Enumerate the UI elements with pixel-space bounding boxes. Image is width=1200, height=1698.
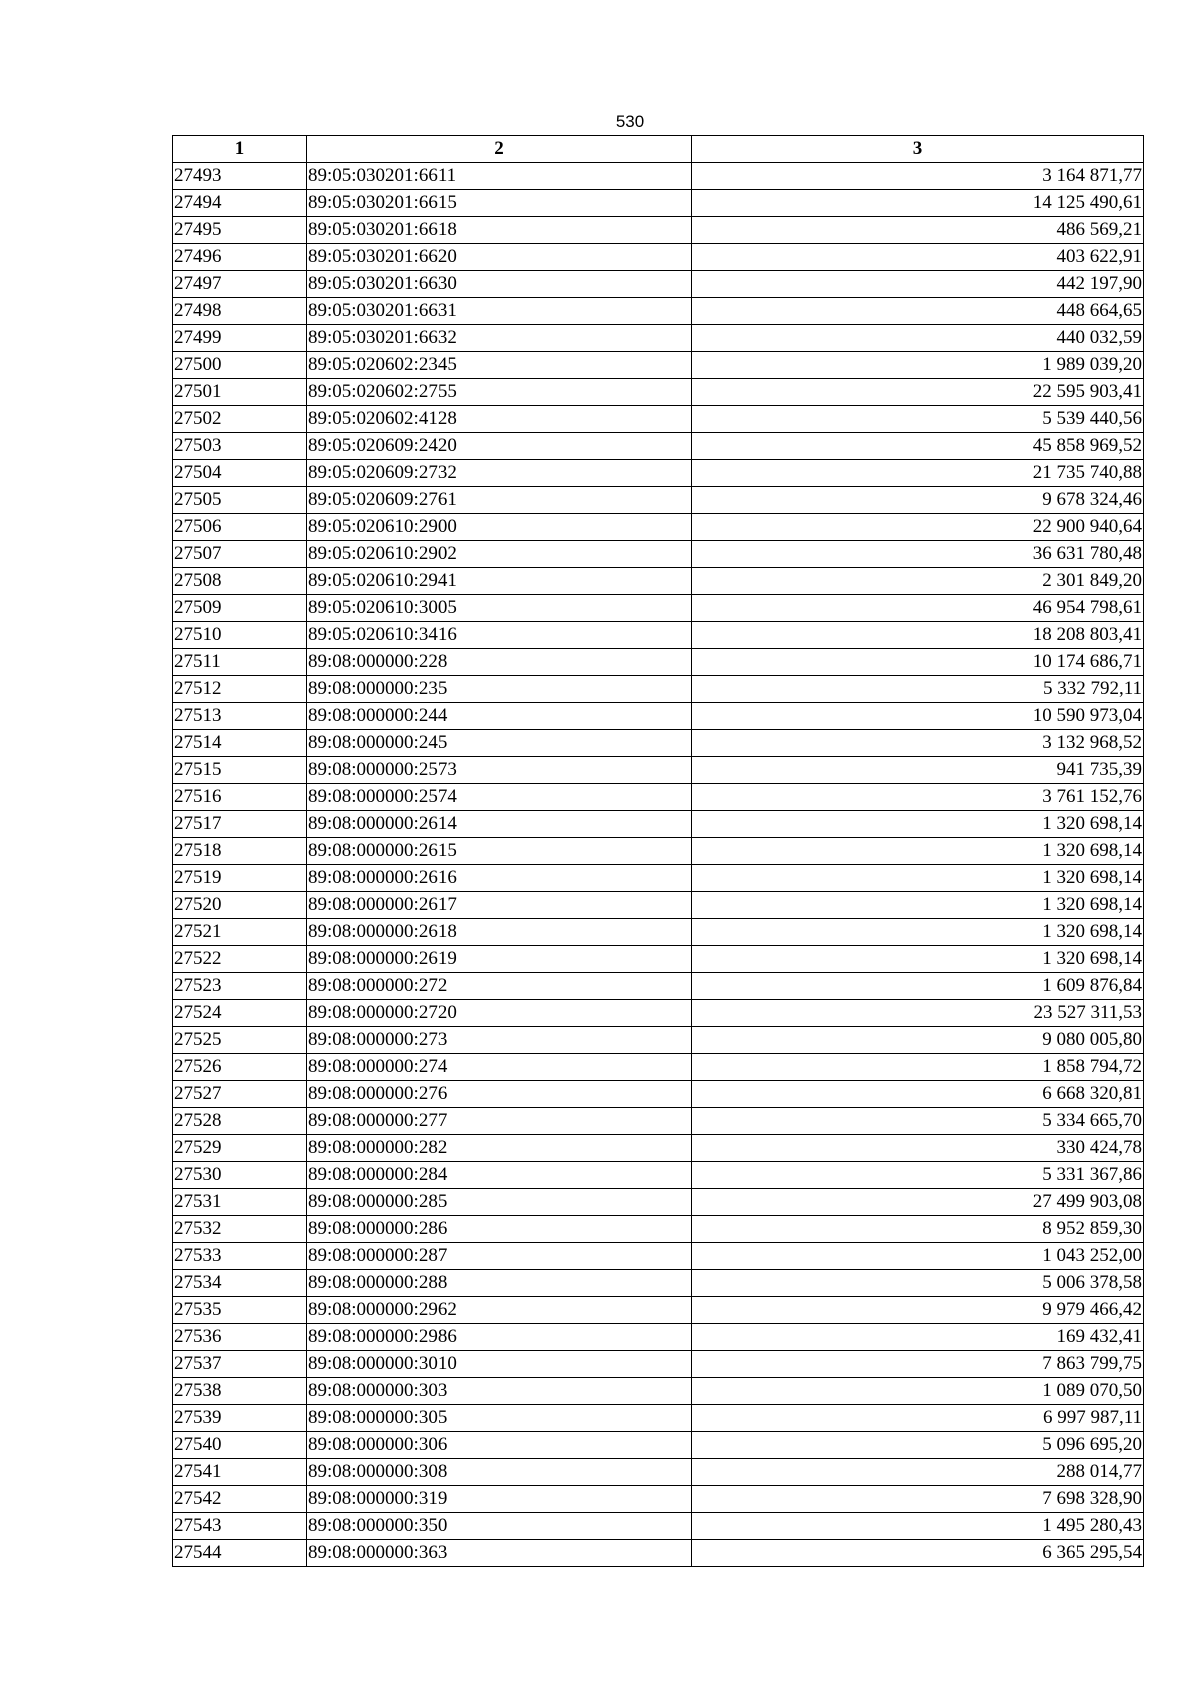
cadastral-number-cell: 89:05:020610:2900 bbox=[307, 514, 692, 541]
row-number-cell: 27511 bbox=[173, 649, 307, 676]
cadastral-number-cell: 89:05:030201:6631 bbox=[307, 298, 692, 325]
cadastral-number-cell: 89:05:030201:6611 bbox=[307, 163, 692, 190]
row-number-cell: 27507 bbox=[173, 541, 307, 568]
value-cell: 27 499 903,08 bbox=[692, 1189, 1144, 1216]
table-body bbox=[173, 163, 1144, 1567]
row-number-cell: 27528 bbox=[173, 1108, 307, 1135]
row-number-cell: 27500 bbox=[173, 352, 307, 379]
row-number-cell: 27523 bbox=[173, 973, 307, 1000]
value-cell: 1 609 876,84 bbox=[692, 973, 1144, 1000]
table-row bbox=[173, 190, 1144, 217]
cadastral-number-cell: 89:08:000000:276 bbox=[307, 1081, 692, 1108]
value-cell: 403 622,91 bbox=[692, 244, 1144, 271]
row-number-cell: 27510 bbox=[173, 622, 307, 649]
table-row bbox=[173, 1027, 1144, 1054]
row-number-cell: 27538 bbox=[173, 1378, 307, 1405]
cadastral-number-cell: 89:05:020610:3416 bbox=[307, 622, 692, 649]
table-row bbox=[173, 1486, 1144, 1513]
cadastral-number-cell: 89:08:000000:244 bbox=[307, 703, 692, 730]
table-row bbox=[173, 1378, 1144, 1405]
table-row bbox=[173, 541, 1144, 568]
table-row bbox=[173, 1459, 1144, 1486]
cadastral-number-cell: 89:08:000000:287 bbox=[307, 1243, 692, 1270]
cadastral-number-cell: 89:08:000000:228 bbox=[307, 649, 692, 676]
value-cell: 6 365 295,54 bbox=[692, 1540, 1144, 1567]
value-cell: 5 006 378,58 bbox=[692, 1270, 1144, 1297]
row-number-cell: 27495 bbox=[173, 217, 307, 244]
value-cell: 2 301 849,20 bbox=[692, 568, 1144, 595]
value-cell: 8 952 859,30 bbox=[692, 1216, 1144, 1243]
cadastral-number-cell: 89:05:020609:2420 bbox=[307, 433, 692, 460]
header-row bbox=[173, 136, 1144, 163]
page-number: 530 bbox=[615, 112, 645, 131]
table-row bbox=[173, 1000, 1144, 1027]
value-cell: 1 858 794,72 bbox=[692, 1054, 1144, 1081]
table-row bbox=[173, 460, 1144, 487]
cadastral-number-cell: 89:05:030201:6620 bbox=[307, 244, 692, 271]
table-row bbox=[173, 973, 1144, 1000]
cadastral-number-cell: 89:05:020609:2761 bbox=[307, 487, 692, 514]
value-cell: 3 164 871,77 bbox=[692, 163, 1144, 190]
row-number-cell: 27493 bbox=[173, 163, 307, 190]
table-row bbox=[173, 379, 1144, 406]
cadastral-number-cell: 89:08:000000:282 bbox=[307, 1135, 692, 1162]
table-row bbox=[173, 271, 1144, 298]
value-cell: 330 424,78 bbox=[692, 1135, 1144, 1162]
table-row bbox=[173, 730, 1144, 757]
value-cell: 1 495 280,43 bbox=[692, 1513, 1144, 1540]
table-row bbox=[173, 217, 1144, 244]
value-cell: 3 132 968,52 bbox=[692, 730, 1144, 757]
table-row bbox=[173, 1243, 1144, 1270]
table-row bbox=[173, 1081, 1144, 1108]
table-row bbox=[173, 433, 1144, 460]
value-cell: 1 320 698,14 bbox=[692, 838, 1144, 865]
cadastral-number-cell: 89:08:000000:350 bbox=[307, 1513, 692, 1540]
cadastral-number-cell: 89:05:030201:6630 bbox=[307, 271, 692, 298]
cadastral-number-cell: 89:05:020602:2345 bbox=[307, 352, 692, 379]
value-cell: 7 863 799,75 bbox=[692, 1351, 1144, 1378]
value-cell: 448 664,65 bbox=[692, 298, 1144, 325]
row-number-cell: 27512 bbox=[173, 676, 307, 703]
table-row bbox=[173, 757, 1144, 784]
row-number-cell: 27521 bbox=[173, 919, 307, 946]
cadastral-number-cell: 89:08:000000:308 bbox=[307, 1459, 692, 1486]
value-cell: 21 735 740,88 bbox=[692, 460, 1144, 487]
table-row bbox=[173, 244, 1144, 271]
row-number-cell: 27502 bbox=[173, 406, 307, 433]
table-row bbox=[173, 1540, 1144, 1567]
value-cell: 3 761 152,76 bbox=[692, 784, 1144, 811]
cadastral-number-cell: 89:08:000000:2614 bbox=[307, 811, 692, 838]
value-cell: 288 014,77 bbox=[692, 1459, 1144, 1486]
value-cell: 5 331 367,86 bbox=[692, 1162, 1144, 1189]
table-row bbox=[173, 1135, 1144, 1162]
row-number-cell: 27535 bbox=[173, 1297, 307, 1324]
table-row bbox=[173, 325, 1144, 352]
column-header-2: 2 bbox=[307, 136, 692, 163]
table-row bbox=[173, 1513, 1144, 1540]
cadastral-number-cell: 89:08:000000:303 bbox=[307, 1378, 692, 1405]
table-row bbox=[173, 811, 1144, 838]
table-row bbox=[173, 595, 1144, 622]
value-cell: 7 698 328,90 bbox=[692, 1486, 1144, 1513]
table-row bbox=[173, 865, 1144, 892]
value-cell: 46 954 798,61 bbox=[692, 595, 1144, 622]
cadastral-number-cell: 89:08:000000:363 bbox=[307, 1540, 692, 1567]
row-number-cell: 27524 bbox=[173, 1000, 307, 1027]
row-number-cell: 27544 bbox=[173, 1540, 307, 1567]
row-number-cell: 27514 bbox=[173, 730, 307, 757]
row-number-cell: 27516 bbox=[173, 784, 307, 811]
value-cell: 5 332 792,11 bbox=[692, 676, 1144, 703]
cadastral-number-cell: 89:08:000000:277 bbox=[307, 1108, 692, 1135]
row-number-cell: 27496 bbox=[173, 244, 307, 271]
row-number-cell: 27526 bbox=[173, 1054, 307, 1081]
table-row bbox=[173, 649, 1144, 676]
cadastral-number-cell: 89:08:000000:3010 bbox=[307, 1351, 692, 1378]
table-row bbox=[173, 163, 1144, 190]
value-cell: 440 032,59 bbox=[692, 325, 1144, 352]
cadastral-number-cell: 89:08:000000:286 bbox=[307, 1216, 692, 1243]
cadastral-number-cell: 89:08:000000:284 bbox=[307, 1162, 692, 1189]
value-cell: 486 569,21 bbox=[692, 217, 1144, 244]
row-number-cell: 27505 bbox=[173, 487, 307, 514]
row-number-cell: 27532 bbox=[173, 1216, 307, 1243]
value-cell: 45 858 969,52 bbox=[692, 433, 1144, 460]
value-cell: 169 432,41 bbox=[692, 1324, 1144, 1351]
table-row bbox=[173, 1270, 1144, 1297]
table-row bbox=[173, 946, 1144, 973]
table-row bbox=[173, 1189, 1144, 1216]
cadastral-number-cell: 89:08:000000:2615 bbox=[307, 838, 692, 865]
table-row bbox=[173, 298, 1144, 325]
table-row bbox=[173, 622, 1144, 649]
value-cell: 5 539 440,56 bbox=[692, 406, 1144, 433]
row-number-cell: 27542 bbox=[173, 1486, 307, 1513]
value-cell: 14 125 490,61 bbox=[692, 190, 1144, 217]
value-cell: 18 208 803,41 bbox=[692, 622, 1144, 649]
row-number-cell: 27529 bbox=[173, 1135, 307, 1162]
value-cell: 1 043 252,00 bbox=[692, 1243, 1144, 1270]
table-row bbox=[173, 676, 1144, 703]
value-cell: 941 735,39 bbox=[692, 757, 1144, 784]
column-header-1: 1 bbox=[173, 136, 307, 163]
row-number-cell: 27520 bbox=[173, 892, 307, 919]
cadastral-number-cell: 89:08:000000:272 bbox=[307, 973, 692, 1000]
row-number-cell: 27506 bbox=[173, 514, 307, 541]
table-row bbox=[173, 1297, 1144, 1324]
table-row bbox=[173, 703, 1144, 730]
row-number-cell: 27499 bbox=[173, 325, 307, 352]
row-number-cell: 27503 bbox=[173, 433, 307, 460]
row-number-cell: 27534 bbox=[173, 1270, 307, 1297]
cadastral-number-cell: 89:05:020610:2941 bbox=[307, 568, 692, 595]
row-number-cell: 27541 bbox=[173, 1459, 307, 1486]
table-row bbox=[173, 1162, 1144, 1189]
value-cell: 6 997 987,11 bbox=[692, 1405, 1144, 1432]
cadastral-number-cell: 89:05:030201:6615 bbox=[307, 190, 692, 217]
cadastral-number-cell: 89:08:000000:2986 bbox=[307, 1324, 692, 1351]
value-cell: 10 174 686,71 bbox=[692, 649, 1144, 676]
table-row bbox=[173, 406, 1144, 433]
cadastral-number-cell: 89:08:000000:288 bbox=[307, 1270, 692, 1297]
cadastral-number-cell: 89:08:000000:235 bbox=[307, 676, 692, 703]
row-number-cell: 27497 bbox=[173, 271, 307, 298]
cadastral-number-cell: 89:08:000000:245 bbox=[307, 730, 692, 757]
table-row bbox=[173, 514, 1144, 541]
cadastral-number-cell: 89:08:000000:2619 bbox=[307, 946, 692, 973]
value-cell: 1 320 698,14 bbox=[692, 811, 1144, 838]
value-cell: 1 089 070,50 bbox=[692, 1378, 1144, 1405]
value-cell: 442 197,90 bbox=[692, 271, 1144, 298]
cadastral-number-cell: 89:05:020609:2732 bbox=[307, 460, 692, 487]
row-number-cell: 27522 bbox=[173, 946, 307, 973]
value-cell: 9 080 005,80 bbox=[692, 1027, 1144, 1054]
table-row bbox=[173, 1405, 1144, 1432]
value-cell: 5 096 695,20 bbox=[692, 1432, 1144, 1459]
cadastral-number-cell: 89:08:000000:2618 bbox=[307, 919, 692, 946]
table-row bbox=[173, 352, 1144, 379]
value-cell: 22 900 940,64 bbox=[692, 514, 1144, 541]
cadastral-number-cell: 89:08:000000:2617 bbox=[307, 892, 692, 919]
row-number-cell: 27533 bbox=[173, 1243, 307, 1270]
row-number-cell: 27513 bbox=[173, 703, 307, 730]
table-row bbox=[173, 784, 1144, 811]
cadastral-number-cell: 89:05:020602:2755 bbox=[307, 379, 692, 406]
row-number-cell: 27494 bbox=[173, 190, 307, 217]
cadastral-number-cell: 89:05:030201:6618 bbox=[307, 217, 692, 244]
cadastral-number-cell: 89:08:000000:2720 bbox=[307, 1000, 692, 1027]
value-cell: 23 527 311,53 bbox=[692, 1000, 1144, 1027]
cadastral-number-cell: 89:08:000000:2616 bbox=[307, 865, 692, 892]
value-cell: 1 320 698,14 bbox=[692, 892, 1144, 919]
row-number-cell: 27509 bbox=[173, 595, 307, 622]
value-cell: 1 320 698,14 bbox=[692, 865, 1144, 892]
table-row bbox=[173, 1432, 1144, 1459]
cadastral-number-cell: 89:08:000000:306 bbox=[307, 1432, 692, 1459]
value-cell: 1 989 039,20 bbox=[692, 352, 1144, 379]
row-number-cell: 27540 bbox=[173, 1432, 307, 1459]
value-cell: 10 590 973,04 bbox=[692, 703, 1144, 730]
cadastral-number-cell: 89:08:000000:2574 bbox=[307, 784, 692, 811]
row-number-cell: 27504 bbox=[173, 460, 307, 487]
cadastral-number-cell: 89:05:020610:3005 bbox=[307, 595, 692, 622]
table-row bbox=[173, 1324, 1144, 1351]
row-number-cell: 27527 bbox=[173, 1081, 307, 1108]
cadastral-number-cell: 89:08:000000:273 bbox=[307, 1027, 692, 1054]
value-cell: 1 320 698,14 bbox=[692, 946, 1144, 973]
row-number-cell: 27519 bbox=[173, 865, 307, 892]
row-number-cell: 27525 bbox=[173, 1027, 307, 1054]
table-row bbox=[173, 838, 1144, 865]
cadastral-value-table bbox=[172, 135, 1144, 1567]
cadastral-number-cell: 89:08:000000:305 bbox=[307, 1405, 692, 1432]
value-cell: 36 631 780,48 bbox=[692, 541, 1144, 568]
row-number-cell: 27498 bbox=[173, 298, 307, 325]
table-row bbox=[173, 919, 1144, 946]
table-row bbox=[173, 487, 1144, 514]
cadastral-number-cell: 89:08:000000:319 bbox=[307, 1486, 692, 1513]
table-row bbox=[173, 1351, 1144, 1378]
table-row bbox=[173, 892, 1144, 919]
row-number-cell: 27539 bbox=[173, 1405, 307, 1432]
table-row bbox=[173, 1216, 1144, 1243]
value-cell: 1 320 698,14 bbox=[692, 919, 1144, 946]
row-number-cell: 27515 bbox=[173, 757, 307, 784]
row-number-cell: 27501 bbox=[173, 379, 307, 406]
cadastral-number-cell: 89:08:000000:274 bbox=[307, 1054, 692, 1081]
value-cell: 9 979 466,42 bbox=[692, 1297, 1144, 1324]
row-number-cell: 27530 bbox=[173, 1162, 307, 1189]
value-cell: 9 678 324,46 bbox=[692, 487, 1144, 514]
table-header bbox=[173, 136, 1144, 163]
row-number-cell: 27508 bbox=[173, 568, 307, 595]
cadastral-number-cell: 89:08:000000:2573 bbox=[307, 757, 692, 784]
row-number-cell: 27543 bbox=[173, 1513, 307, 1540]
row-number-cell: 27518 bbox=[173, 838, 307, 865]
table-row bbox=[173, 1108, 1144, 1135]
row-number-cell: 27536 bbox=[173, 1324, 307, 1351]
row-number-cell: 27531 bbox=[173, 1189, 307, 1216]
table-row bbox=[173, 1054, 1144, 1081]
cadastral-number-cell: 89:05:030201:6632 bbox=[307, 325, 692, 352]
value-cell: 22 595 903,41 bbox=[692, 379, 1144, 406]
table-row bbox=[173, 568, 1144, 595]
row-number-cell: 27517 bbox=[173, 811, 307, 838]
column-header-3: 3 bbox=[692, 136, 1144, 163]
value-cell: 6 668 320,81 bbox=[692, 1081, 1144, 1108]
cadastral-number-cell: 89:05:020610:2902 bbox=[307, 541, 692, 568]
cadastral-number-cell: 89:08:000000:285 bbox=[307, 1189, 692, 1216]
value-cell: 5 334 665,70 bbox=[692, 1108, 1144, 1135]
cadastral-number-cell: 89:08:000000:2962 bbox=[307, 1297, 692, 1324]
row-number-cell: 27537 bbox=[173, 1351, 307, 1378]
cadastral-number-cell: 89:05:020602:4128 bbox=[307, 406, 692, 433]
